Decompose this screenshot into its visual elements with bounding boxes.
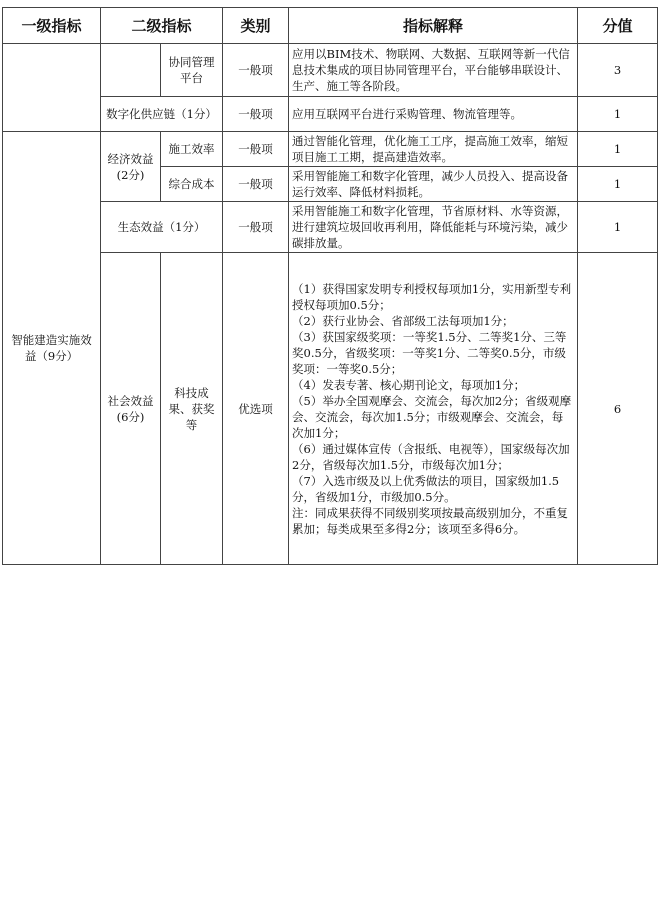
explanation: 应用互联网平台进行采购管理、物流管理等。 — [289, 97, 578, 132]
score: 1 — [578, 167, 658, 202]
explanation-note: 注：同成果获得不同级别奖项按最高级别加分，不重复累加；每类成果至多得2分；该项至多得6分。 — [292, 505, 569, 536]
table-row — [3, 132, 658, 167]
indicator-table — [2, 7, 658, 565]
table-row — [3, 202, 658, 253]
header-category: 类别 — [223, 8, 289, 44]
secondary-indicator: 社会效益(6分) — [101, 253, 161, 565]
explanation-line: （2）获行业协会、省部级工法每项加1分； — [292, 313, 514, 328]
primary-indicator: 智能建造实施效益（9分） — [3, 132, 101, 565]
score: 1 — [578, 97, 658, 132]
score: 3 — [578, 44, 658, 97]
secondary-indicator: 生态效益（1分） — [101, 202, 223, 253]
header-primary: 一级指标 — [3, 8, 101, 44]
secondary-indicator: 数字化供应链（1分） — [101, 97, 223, 132]
table-row — [3, 44, 658, 97]
score: 1 — [578, 202, 658, 253]
explanation-line: （5）举办全国观摩会、交流会，每次加2分；省级观摩会、交流会，每次加1.5分；市级观摩会、交流会，每次加1分； — [292, 393, 572, 440]
explanation-line: （3）获国家级奖项：一等奖1.5分、二等奖1分、三等奖0.5分，省级奖项：一等奖1分、二等奖0.5分，市级奖项：一等奖0.5分； — [292, 329, 567, 376]
sub-indicator: 科技成果、获奖等 — [161, 253, 223, 565]
category: 一般项 — [223, 44, 289, 97]
explanation: 通过智能化管理，优化施工工序，提高施工效率，缩短项目施工工期，提高建造效率。 — [289, 132, 578, 167]
header-row — [3, 8, 658, 44]
primary-cell-empty — [3, 44, 101, 132]
category: 一般项 — [223, 132, 289, 167]
secondary-indicator: 经济效益(2分) — [101, 132, 161, 202]
explanation: 采用智能施工和数字化管理，减少人员投入、提高设备运行效率、降低材料损耗。 — [289, 167, 578, 202]
category: 一般项 — [223, 167, 289, 202]
table-row — [3, 97, 658, 132]
score: 6 — [578, 253, 658, 565]
explanation-line: （4）发表专著、核心期刊论文，每项加1分； — [292, 377, 526, 392]
sub-indicator: 综合成本 — [161, 167, 223, 202]
explanation-line: （1）获得国家发明专利授权每项加1分，实用新型专利授权每项加0.5分； — [292, 281, 572, 312]
sub-indicator: 协同管理平台 — [161, 44, 223, 97]
header-score: 分值 — [578, 8, 658, 44]
explanation: 采用智能施工和数字化管理，节省原材料、水等资源，进行建筑垃圾回收再利用，降低能耗与环境污染，减少碳排放量。 — [289, 202, 578, 253]
category: 一般项 — [223, 202, 289, 253]
explanation-line: （6）通过媒体宣传（含报纸、电视等），国家级每次加2分，省级每次加1.5分，市级每次加1分； — [292, 441, 570, 472]
score: 1 — [578, 132, 658, 167]
secondary-cell-empty — [101, 44, 161, 97]
header-explanation: 指标解释 — [289, 8, 578, 44]
explanation — [289, 253, 578, 565]
header-secondary: 二级指标 — [101, 8, 223, 44]
explanation-line: （7）入选市级及以上优秀做法的项目，国家级加1.5分，省级加1分，市级加0.5分。 — [292, 473, 560, 504]
category: 优选项 — [223, 253, 289, 565]
explanation: 应用以BIM技术、物联网、大数据、互联网等新一代信息技术集成的项目协同管理平台，平台能够串联设计、生产、施工等各阶段。 — [289, 44, 578, 97]
table-row — [3, 253, 658, 565]
sub-indicator: 施工效率 — [161, 132, 223, 167]
category: 一般项 — [223, 97, 289, 132]
